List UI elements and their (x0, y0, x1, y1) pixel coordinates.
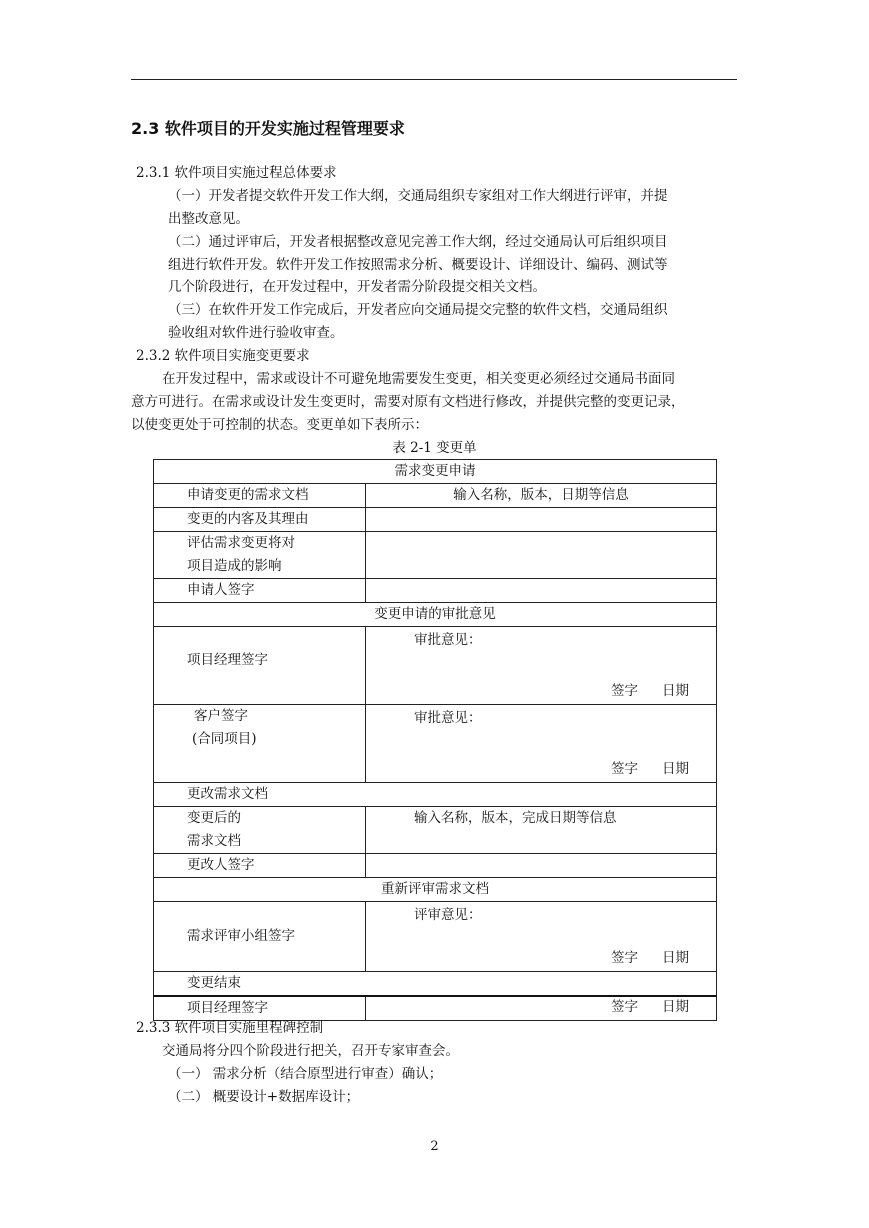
label-line: 项目造成的影响 (187, 558, 282, 574)
paragraph-line: 以使变更处于可控制的状态。变更单如下表所示： (131, 417, 428, 433)
subsection-title-2-3-2: 2.3.2 软件项目实施变更要求 (136, 348, 310, 364)
section-row-approval: 变更申请的审批意见 (154, 603, 717, 627)
label-client-signature (154, 705, 366, 783)
label-line: 变更后的 (187, 810, 241, 826)
value-impact-assessment (366, 532, 717, 579)
table-caption: 表 2-1 变更单 (392, 440, 477, 456)
approval-cell-pm (366, 627, 717, 705)
sign-date-line (611, 996, 689, 1019)
paragraph-line: 几个阶段进行，在开发过程中，开发者需分阶段提交相关文档。 (168, 279, 546, 295)
value-requested-doc: 输入名称，版本，日期等信息 (366, 484, 717, 508)
date-label: 日期 (662, 761, 689, 777)
final-sign-cell (366, 996, 717, 1021)
label-impact-assessment (154, 532, 366, 579)
label-final-pm-signature: 项目经理签字 (154, 996, 366, 1021)
sign-label: 签字 (611, 683, 638, 699)
sign-date-line (611, 758, 689, 781)
sign-date-line (611, 680, 689, 703)
paragraph-line: 验收组对软件进行验收审查。 (168, 325, 344, 341)
subsection-title-2-3-1: 2.3.1 软件项目实施过程总体要求 (136, 165, 337, 181)
label-changed-doc (154, 807, 366, 854)
label-line: 评估需求变更将对 (187, 535, 295, 551)
label-modifier-signature: 更改人签字 (154, 854, 366, 878)
paragraph-line: 交通局将分四个阶段进行把关，召开专家审查会。 (162, 1043, 459, 1059)
label-line: (合同项目) (192, 731, 257, 747)
value-changed-doc: 输入名称，版本，完成日期等信息 (366, 807, 717, 854)
date-label: 日期 (662, 683, 689, 699)
section-row-re-review: 重新评审需求文档 (154, 878, 717, 902)
value-change-content (366, 508, 717, 532)
section-row-change-request: 需求变更申请 (154, 460, 717, 484)
subsection-title-2-3-3: 2.3.3 软件项目实施里程碑控制 (136, 1020, 324, 1036)
review-opinion-label: 评审意见： (414, 907, 482, 923)
value-modifier-signature (366, 854, 717, 878)
header-rule (131, 79, 737, 80)
label-line: 需求文档 (187, 833, 241, 849)
date-label: 日期 (662, 999, 689, 1015)
label-requested-doc: 申请变更的需求文档 (154, 484, 366, 508)
page-number: 2 (430, 1139, 439, 1154)
row-modify-doc: 更改需求文档 (154, 783, 717, 807)
paragraph-line: （二）通过评审后，开发者根据整改意见完善工作大纲，经过交通局认可后组织项目 (168, 234, 668, 250)
paragraph-line: 出整改意见。 (168, 211, 249, 227)
label-review-group-signature: 需求评审小组签字 (154, 902, 366, 972)
label-applicant-signature: 申请人签字 (154, 579, 366, 603)
date-label: 日期 (662, 950, 689, 966)
row-change-end: 变更结束 (154, 972, 717, 997)
paragraph-line: 组进行软件开发。软件开发工作按照需求分析、概要设计、详细设计、编码、测试等 (168, 257, 668, 273)
sign-label: 签字 (611, 999, 638, 1015)
label-change-content: 变更的内客及其理由 (154, 508, 366, 532)
paragraph-line: （一）开发者提交软件开发工作大纲，交通局组织专家组对工作大纲进行评审，并提 (168, 188, 668, 204)
sign-label: 签字 (611, 950, 638, 966)
paragraph-line: 意方可进行。在需求或设计发生变更时，需要对原有文档进行修改，并提供完整的变更记录， (131, 394, 685, 410)
approval-opinion-label: 审批意见： (414, 710, 482, 726)
approval-opinion-label: 审批意见： (414, 632, 482, 648)
paragraph-line: （三）在软件开发工作完成后，开发者应向交通局提交完整的软件文档，交通局组织 (168, 302, 668, 318)
change-request-table (153, 459, 717, 1021)
sign-date-line (611, 947, 689, 970)
paragraph-line: （一） 需求分析（结合原型进行审查）确认； (168, 1066, 443, 1082)
paragraph-line: （二） 概要设计+数据库设计； (168, 1089, 360, 1105)
sign-label: 签字 (611, 761, 638, 777)
paragraph-line: 在开发过程中，需求或设计不可避免地需要发生变更，相关变更必须经过交通局书面同 (162, 371, 675, 387)
label-line: 客户签字 (194, 708, 248, 724)
value-applicant-signature (366, 579, 717, 603)
approval-cell-client (366, 705, 717, 783)
section-heading: 2.3 软件项目的开发实施过程管理要求 (131, 119, 405, 138)
label-pm-signature: 项目经理签字 (154, 627, 366, 705)
review-cell (366, 902, 717, 972)
